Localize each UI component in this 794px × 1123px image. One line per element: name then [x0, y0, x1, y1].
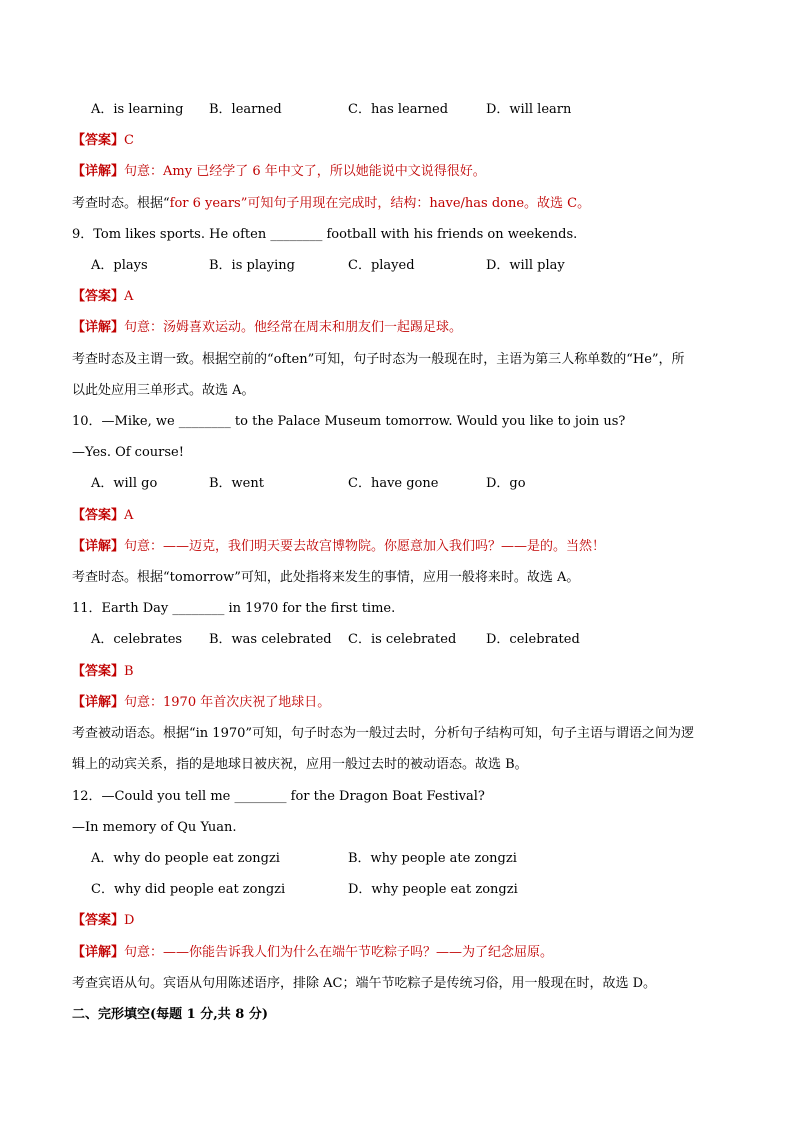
- explain-label: 【详解】: [72, 539, 125, 554]
- q9-option-b: B．is playing: [209, 258, 295, 273]
- q12-option-b: B．why people ate zongzi: [348, 851, 517, 866]
- q8-option-c: C．has learned: [348, 102, 449, 117]
- q9-explanation: [72, 319, 734, 337]
- q8-explanation: [72, 163, 734, 181]
- q9-analysis-line2: 以此处应用三单形式。故选 A。: [72, 383, 255, 398]
- answer-label: 【答案】: [72, 508, 125, 523]
- q9-meaning: 句意：汤姆喜欢运动。他经常在周末和朋友们一起踢足球。: [124, 320, 463, 335]
- q9-stem: 9．Tom likes sports. He often ________ football with his friends on weekends.: [72, 227, 578, 242]
- q12-explanation: [72, 944, 734, 962]
- q8-meaning: 句意：Amy 已经学了 6 年中文了，所以她能说中文说得很好。: [124, 164, 486, 179]
- answer-value: C: [124, 133, 134, 148]
- answer-label: 【答案】: [72, 133, 125, 148]
- answer-value: D: [124, 913, 135, 928]
- q12-option-a: A．why do people eat zongzi: [91, 851, 280, 866]
- explain-label: 【详解】: [72, 320, 125, 335]
- q10-analysis: 考查时态。根据“tomorrow”可知，此处指将来发生的事情，应用一般将来时。故选 A。: [72, 570, 580, 585]
- q10-option-c: C．have gone: [348, 476, 439, 491]
- q8-option-d: D．will learn: [486, 102, 572, 117]
- q12-reply: —In memory of Qu Yuan.: [72, 820, 237, 835]
- q12-analysis: 考查宾语从句。宾语从句用陈述语序，排除 AC；端午节吃粽子是传统习俗，用一般现在时，故选 D。: [72, 976, 657, 991]
- q8-answer: [72, 132, 734, 150]
- q12-stem: 12．—Could you tell me ________ for the Dragon Boat Festival?: [72, 789, 485, 804]
- explain-label: 【详解】: [72, 164, 125, 179]
- q9-option-a: A．plays: [91, 258, 148, 273]
- q11-answer: [72, 663, 734, 681]
- q10-answer: [72, 507, 734, 525]
- q11-option-d: D．celebrated: [486, 632, 580, 647]
- q12-meaning: 句意：——你能告诉我人们为什么在端午节吃粽子吗？——为了纪念屈原。: [124, 945, 554, 960]
- q8-analysis-quote: for 6 years: [169, 196, 241, 211]
- q11-meaning: 句意：1970 年首次庆祝了地球日。: [124, 695, 331, 710]
- q9-option-c: C．played: [348, 258, 415, 273]
- answer-value: B: [124, 664, 134, 679]
- q10-option-a: A．will go: [91, 476, 158, 491]
- explain-label: 【详解】: [72, 695, 125, 710]
- answer-value: A: [124, 289, 134, 304]
- q12-option-c: C．why did people eat zongzi: [91, 882, 286, 897]
- q10-reply: —Yes. Of course!: [72, 445, 184, 460]
- answer-label: 【答案】: [72, 913, 125, 928]
- answer-value: A: [124, 508, 134, 523]
- q11-option-c: C．is celebrated: [348, 632, 457, 647]
- q8-option-b: B．learned: [209, 102, 282, 117]
- q10-explanation: [72, 538, 734, 556]
- q10-option-b: B．went: [209, 476, 264, 491]
- q11-explanation: [72, 694, 734, 712]
- answer-label: 【答案】: [72, 289, 125, 304]
- q8-analysis: 考查时态。根据“for 6 years”可知句子用现在完成时，结构：have/has done。故选 C。: [72, 196, 591, 211]
- q12-option-d: D．why people eat zongzi: [348, 882, 518, 897]
- q11-analysis-line1: 考查被动语态。根据“in 1970”可知，句子时态为一般过去时，分析句子结构可知，句子主语与谓语之间为逻: [72, 726, 695, 741]
- q10-option-d: D．go: [486, 476, 526, 491]
- q9-answer: [72, 288, 734, 306]
- q11-option-b: B．was celebrated: [209, 632, 332, 647]
- explain-label: 【详解】: [72, 945, 125, 960]
- section-heading: 二、完形填空(每题 1 分,共 8 分): [72, 1007, 269, 1022]
- answer-label: 【答案】: [72, 664, 125, 679]
- q10-stem: 10．—Mike, we ________ to the Palace Museum tomorrow. Would you like to join us?: [72, 414, 626, 429]
- q9-analysis-line1: 考查时态及主谓一致。根据空前的“often”可知，句子时态为一般现在时，主语为第三人称单数的“He”，所: [72, 352, 685, 367]
- q8-option-a: A．is learning: [91, 102, 184, 117]
- q9-option-d: D．will play: [486, 258, 565, 273]
- q11-option-a: A．celebrates: [91, 632, 183, 647]
- q12-answer: [72, 912, 734, 930]
- q11-stem: 11．Earth Day ________ in 1970 for the first time.: [72, 601, 396, 616]
- q10-meaning: 句意：——迈克，我们明天要去故宫博物院。你愿意加入我们吗？——是的。当然！: [124, 539, 606, 554]
- q11-analysis-line2: 辑上的动宾关系，指的是地球日被庆祝，应用一般过去时的被动语态。故选 B。: [72, 757, 528, 772]
